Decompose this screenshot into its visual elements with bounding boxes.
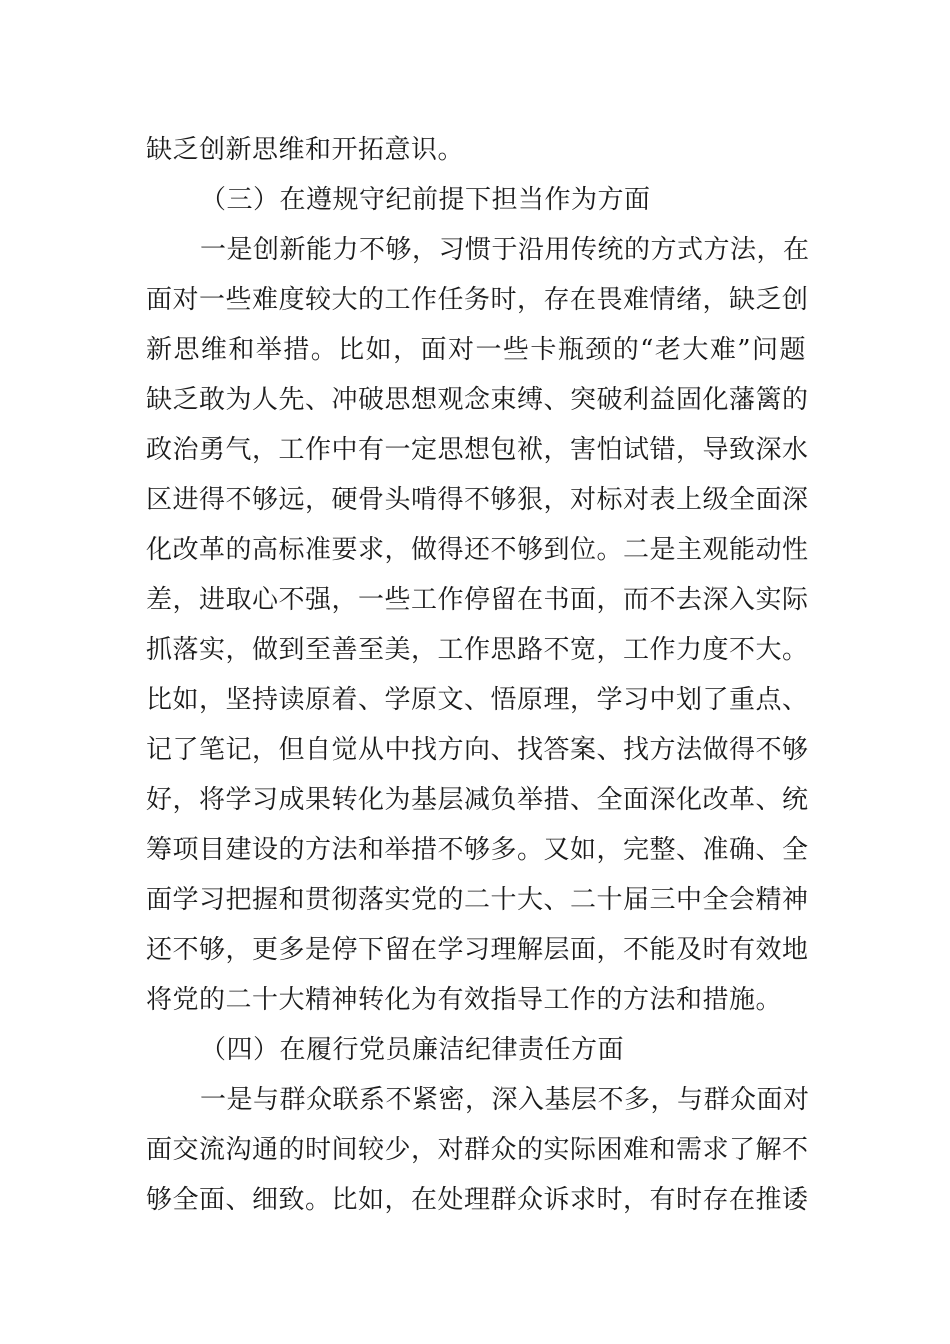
paragraph-line: 缺乏创新思维和开拓意识。 — [146, 135, 465, 165]
paragraph-line: 记了笔记，但自觉从中找方向、找答案、找方法做得不够 — [146, 735, 809, 765]
paragraph-line: 筹项目建设的方法和举措不够多。又如，完整、准确、全 — [146, 835, 809, 865]
paragraph-line: 将党的二十大精神转化为有效指导工作的方法和措施。 — [146, 985, 783, 1015]
paragraph-line: 新思维和举措。比如，面对一些卡瓶颈的“老大难”问题 — [146, 335, 806, 365]
section-heading: （三）在遵规守纪前提下担当作为方面 — [200, 185, 651, 215]
section-heading: （四）在履行党员廉洁纪律责任方面 — [200, 1035, 625, 1065]
paragraph-line: 抓落实，做到至善至美，工作思路不宽，工作力度不大。 — [146, 635, 809, 665]
paragraph-line: 好，将学习成果转化为基层减负举措、全面深化改革、统 — [146, 785, 809, 815]
paragraph-line: 面交流沟通的时间较少，对群众的实际困难和需求了解不 — [146, 1135, 809, 1165]
paragraph-line: 差，进取心不强，一些工作停留在书面，而不去深入实际 — [146, 585, 809, 615]
paragraph-line: 还不够，更多是停下留在学习理解层面，不能及时有效地 — [146, 935, 809, 965]
paragraph-line: 化改革的高标准要求，做得还不够到位。二是主观能动性 — [146, 535, 809, 565]
paragraph-line: 面对一些难度较大的工作任务时，存在畏难情绪，缺乏创 — [146, 285, 809, 315]
paragraph-line: 够全面、细致。比如，在处理群众诉求时，有时存在推诿 — [146, 1185, 809, 1215]
paragraph-line: 一是与群众联系不紧密，深入基层不多，与群众面对 — [200, 1085, 810, 1115]
paragraph-line: 比如，坚持读原着、学原文、悟原理，学习中划了重点、 — [146, 685, 809, 715]
paragraph-line: 一是创新能力不够，习惯于沿用传统的方式方法，在 — [200, 235, 810, 265]
paragraph-line: 政治勇气，工作中有一定思想包袱，害怕试错，导致深水 — [146, 435, 809, 465]
paragraph-line: 区进得不够远，硬骨头啃得不够狠，对标对表上级全面深 — [146, 485, 809, 515]
paragraph-line: 缺乏敢为人先、冲破思想观念束缚、突破利益固化藩篱的 — [146, 385, 809, 415]
paragraph-line: 面学习把握和贯彻落实党的二十大、二十届三中全会精神 — [146, 885, 809, 915]
